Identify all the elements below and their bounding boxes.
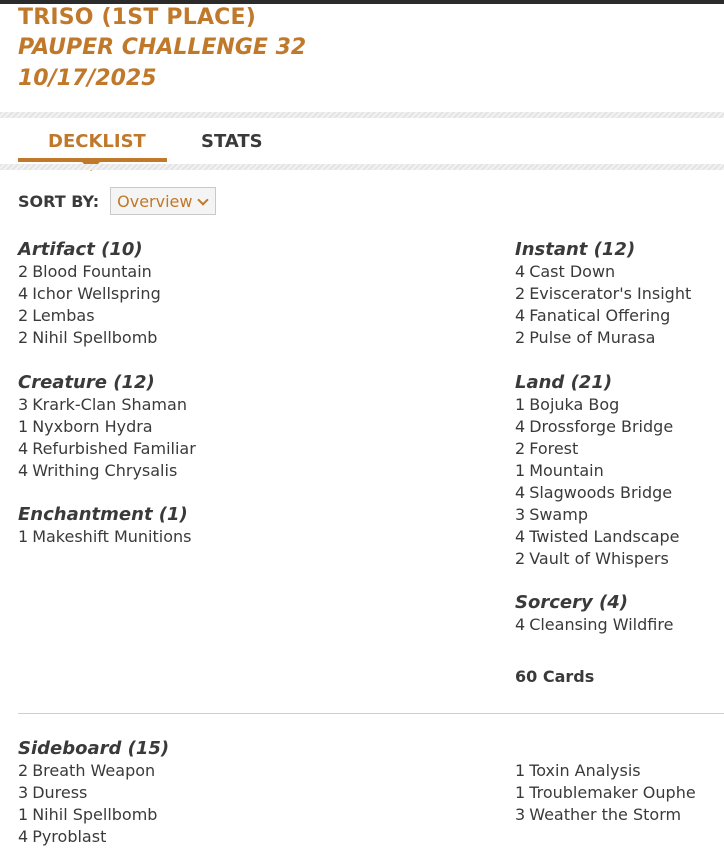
card-name-link[interactable]: Nyxborn Hydra [32,417,153,436]
card-row [18,283,161,305]
tab-decklist[interactable]: DECKLIST [48,131,146,152]
card-row [515,760,696,782]
card-quantity: 4 [18,827,29,846]
section-instant [515,239,691,349]
card-quantity: 4 [515,615,526,634]
card-row [515,804,696,826]
card-quantity: 2 [515,328,526,347]
sort-label: SORT BY: [18,191,100,211]
event-date: 10/17/2025 [18,66,157,91]
card-quantity: 2 [18,306,29,325]
card-quantity: 1 [18,527,29,546]
deck-tabs [18,118,724,164]
card-row [515,782,696,804]
section-sorcery [515,592,673,636]
section-title: Land (21) [515,372,613,393]
sort-row [18,187,216,215]
card-row [18,460,196,482]
card-quantity: 4 [515,417,526,436]
card-row [515,614,673,636]
card-quantity: 4 [515,262,526,281]
card-name-link[interactable]: Nihil Spellbomb [32,805,158,824]
card-row [515,548,680,570]
card-row [515,394,680,416]
section-creature [18,372,196,482]
card-name-link[interactable]: Slagwoods Bridge [529,483,673,502]
deck-header [18,4,306,94]
card-quantity: 3 [515,805,526,824]
section-title: Sorcery (4) [515,592,628,613]
card-quantity: 4 [515,306,526,325]
card-name-link[interactable]: Lembas [32,306,95,325]
card-row [515,283,691,305]
chevron-down-icon [197,194,208,205]
card-row [18,261,161,283]
card-row [515,482,680,504]
card-row [18,826,169,848]
card-quantity: 1 [18,417,29,436]
card-row [515,305,691,327]
section-enchantment [18,504,191,548]
card-quantity: 2 [18,262,29,281]
section-sideboard-right [515,760,696,826]
card-row [515,460,680,482]
card-quantity: 4 [18,461,29,480]
card-quantity: 1 [515,783,526,802]
card-name-link[interactable]: Ichor Wellspring [32,284,161,303]
card-name-link[interactable]: Eviscerator's Insight [529,284,692,303]
card-quantity: 1 [18,805,29,824]
card-row [515,261,691,283]
section-land [515,372,680,570]
card-row [18,782,169,804]
section-artifact [18,239,161,349]
card-name-link[interactable]: Twisted Landscape [529,527,680,546]
card-name-link[interactable]: Breath Weapon [32,761,156,780]
card-name-link[interactable]: Refurbished Familiar [32,439,196,458]
sideboard-divider [18,713,724,714]
card-quantity: 4 [18,439,29,458]
card-quantity: 3 [515,505,526,524]
section-title: Creature (12) [18,372,155,393]
card-name-link[interactable]: Makeshift Munitions [32,527,192,546]
card-name-link[interactable]: Vault of Whispers [529,549,669,568]
card-quantity: 2 [18,328,29,347]
card-name-link[interactable]: Cast Down [529,262,616,281]
card-name-link[interactable]: Krark-Clan Shaman [32,395,187,414]
card-name-link[interactable]: Troublemaker Ouphe [529,783,696,802]
section-title: Enchantment (1) [18,504,188,525]
card-row [18,327,161,349]
card-quantity: 4 [515,527,526,546]
event-name[interactable]: PAUPER CHALLENGE 32 [18,35,307,60]
player-name: TRISO (1ST PLACE) [18,5,257,30]
card-row [515,526,680,548]
card-row [18,438,196,460]
card-name-link[interactable]: Blood Fountain [32,262,152,281]
card-row [515,504,680,526]
card-name-link[interactable]: Pulse of Murasa [529,328,656,347]
card-quantity: 2 [515,284,526,303]
card-row [515,416,680,438]
card-row [18,305,161,327]
card-row [515,438,680,460]
section-title: Instant (12) [515,239,636,260]
card-name-link[interactable]: Mountain [529,461,604,480]
section-sideboard [18,738,169,848]
card-quantity: 1 [515,395,526,414]
card-row [18,760,169,782]
card-name-link[interactable]: Forest [529,439,579,458]
card-name-link[interactable]: Swamp [529,505,588,524]
card-name-link[interactable]: Toxin Analysis [529,761,641,780]
card-name-link[interactable]: Bojuka Bog [529,395,620,414]
card-name-link[interactable]: Fanatical Offering [529,306,671,325]
tab-stats[interactable]: STATS [201,131,263,152]
sort-selected-value: Overview [117,191,193,211]
card-name-link[interactable]: Pyroblast [32,827,107,846]
card-row [515,327,691,349]
card-quantity: 4 [18,284,29,303]
card-quantity: 2 [18,761,29,780]
card-row [18,394,196,416]
card-row [18,416,196,438]
card-name-link[interactable]: Cleansing Wildfire [529,615,674,634]
section-title: Sideboard (15) [18,738,170,759]
card-total: 60 Cards [515,667,595,686]
card-name-link[interactable]: Nihil Spellbomb [32,328,158,347]
divider-band [0,164,724,170]
card-quantity: 2 [515,549,526,568]
card-name-link[interactable]: Drossforge Bridge [529,417,674,436]
card-row [18,804,169,826]
card-name-link[interactable]: Duress [32,783,88,802]
card-row [18,526,191,548]
card-quantity: 3 [18,783,29,802]
card-quantity: 1 [515,461,526,480]
card-quantity: 4 [515,483,526,502]
card-name-link[interactable]: Weather the Storm [529,805,682,824]
card-quantity: 1 [515,761,526,780]
card-quantity: 3 [18,395,29,414]
card-name-link[interactable]: Writhing Chrysalis [32,461,178,480]
sort-select[interactable] [110,187,216,215]
card-quantity: 2 [515,439,526,458]
section-title: Artifact (10) [18,239,143,260]
